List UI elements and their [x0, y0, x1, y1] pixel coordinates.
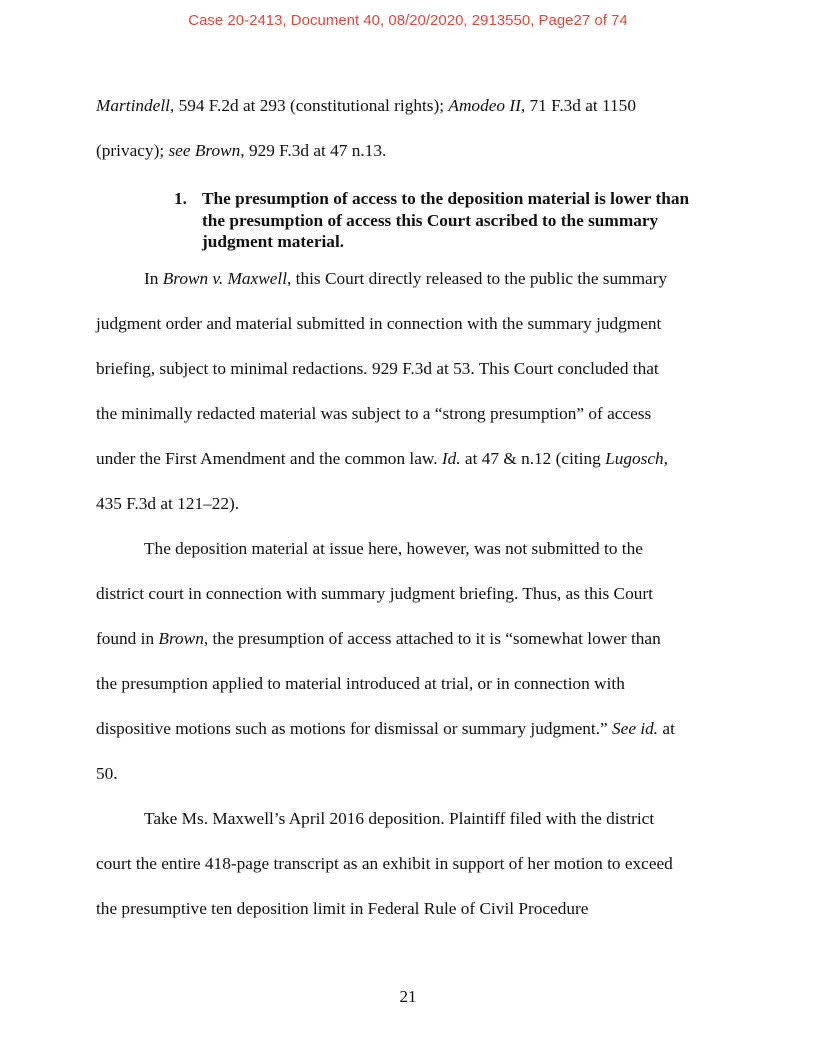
page-number: 21 — [399, 987, 417, 1006]
para2-line-4: the presumption applied to material introduced at trial, or in connection with — [96, 674, 625, 693]
para1-line-3: briefing, subject to minimal redactions. 929 F.3d at 53. This Court concluded that — [96, 359, 659, 378]
para1-line-6: 435 F.3d at 121–22). — [96, 494, 240, 513]
para2-line-6: 50. — [96, 764, 118, 783]
case-header: Case 20-2413, Document 40, 08/20/2020, 2913550, Page27 of 74 — [188, 12, 628, 29]
para2-line-2: district court in connection with summary judgment briefing. Thus, as this Court — [96, 584, 653, 603]
para2-line-5: dispositive motions such as motions for dismissal or summary judgment.” See id. at — [96, 719, 675, 738]
para3-line-3: the presumptive ten deposition limit in Federal Rule of Civil Procedure — [96, 899, 589, 918]
para1-line-5: under the First Amendment and the common law. Id. at 47 & n.12 (citing Lugosch, — [96, 449, 668, 468]
para2-line-3: found in Brown, the presumption of access attached to it is “somewhat lower than — [96, 629, 661, 648]
para1-line-1: In Brown v. Maxwell, this Court directly released to the public the summary — [144, 269, 668, 288]
para3-line-1: Take Ms. Maxwell’s April 2016 deposition. Plaintiff filed with the district — [144, 809, 655, 828]
section-heading-text: The presumption of access to the deposition material is lower than the presumption of access this Court ascribed to the summary judgment material. — [202, 189, 690, 251]
para3-line-2: court the entire 418-page transcript as an exhibit in support of her motion to exceed — [96, 854, 673, 873]
para1-line-4: the minimally redacted material was subject to a “strong presumption” of access — [96, 404, 652, 423]
section-heading-number: 1. — [174, 189, 187, 208]
para0-line-1: Martindell, 594 F.2d at 293 (constitutional rights); Amodeo II, 71 F.3d at 1150 — [96, 96, 636, 115]
para1-line-2: judgment order and material submitted in connection with the summary judgment — [96, 314, 662, 333]
para0-line-2: (privacy); see Brown, 929 F.3d at 47 n.13. — [96, 141, 387, 160]
para2-line-1: The deposition material at issue here, however, was not submitted to the — [144, 539, 643, 558]
section-heading — [174, 188, 714, 253]
